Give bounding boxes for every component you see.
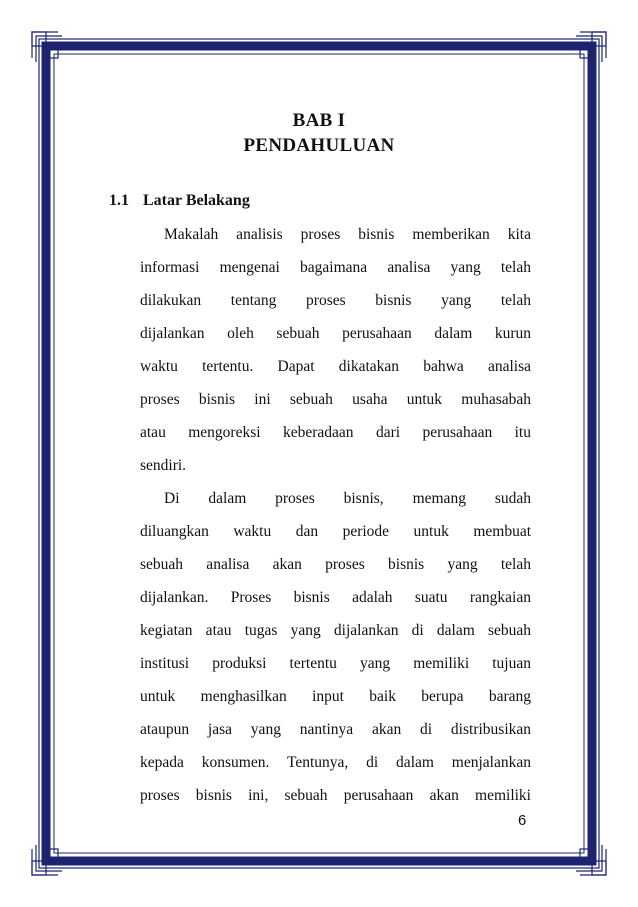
body-line: dijalankan oleh sebuah perusahaan dalam kurun [140, 325, 531, 342]
body-line: ataupun jasa yang nantinya akan di distribusikan [140, 721, 531, 738]
body-line: dilakukan tentang proses bisnis yang telah [140, 292, 531, 309]
section-title: Latar Belakang [143, 192, 250, 209]
body-line: kepada konsumen. Tentunya, di dalam menjalankan [140, 754, 531, 771]
body-line: Makalah analisis proses bisnis memberikan kita [164, 226, 531, 243]
body-line: Di dalam proses bisnis, memang sudah [164, 490, 531, 507]
body-line: sendiri. [140, 457, 187, 474]
chapter-title: PENDAHULUAN [243, 135, 395, 156]
body-line: institusi produksi tertentu yang memiliki tujuan [140, 655, 531, 672]
body-line: waktu tertentu. Dapat dikatakan bahwa analisa [140, 358, 531, 375]
body-line: kegiatan atau tugas yang dijalankan di dalam sebuah [140, 622, 531, 639]
page-number: 6 [518, 812, 527, 829]
section-heading [109, 192, 250, 210]
chapter-label: BAB I [292, 110, 346, 131]
body-line: informasi mengenai bagaimana analisa yang telah [140, 259, 531, 276]
body-line: dijalankan. Proses bisnis adalah suatu rangkaian [140, 589, 531, 606]
body-line: atau mengoreksi keberadaan dari perusahaan itu [140, 424, 531, 441]
body-line: sebuah analisa akan proses bisnis yang telah [140, 556, 531, 573]
body-line: diluangkan waktu dan periode untuk membuat [140, 523, 531, 540]
body-line: untuk menghasilkan input baik berupa barang [140, 688, 531, 705]
corner-ornaments [32, 32, 606, 875]
body-line: proses bisnis ini sebuah usaha untuk muhasabah [140, 391, 531, 408]
body-line: proses bisnis ini, sebuah perusahaan akan memiliki [140, 787, 531, 804]
section-number: 1.1 [109, 192, 129, 209]
